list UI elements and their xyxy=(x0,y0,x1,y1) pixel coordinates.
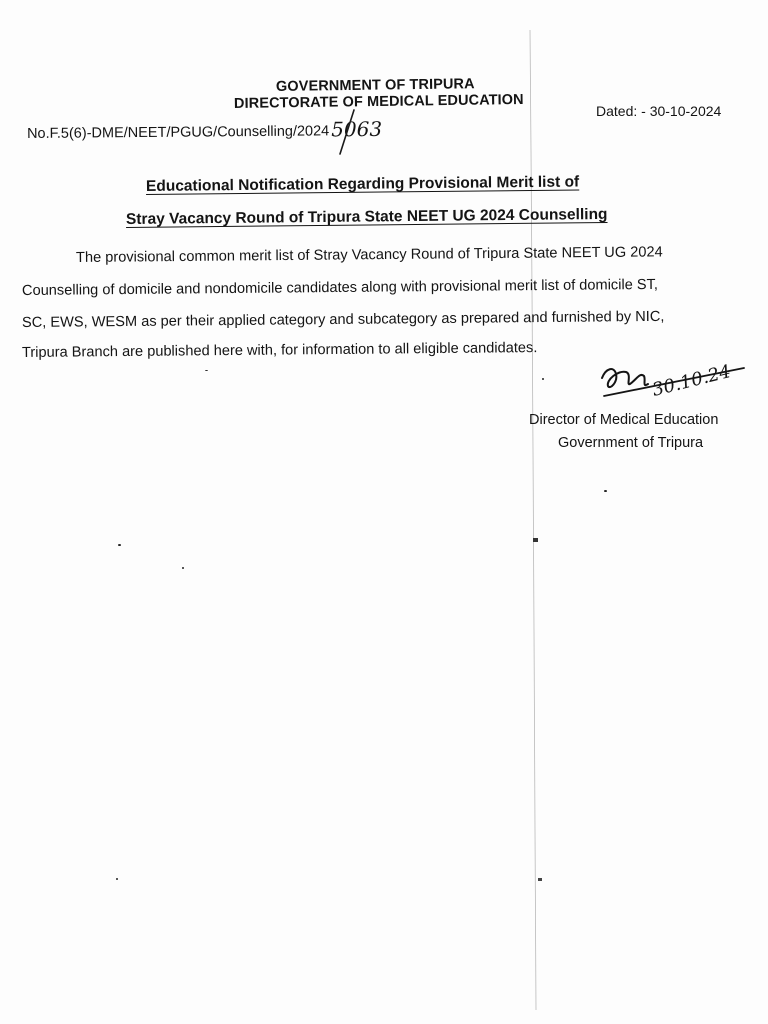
reference-line xyxy=(27,115,382,142)
notification-title-line-1: Educational Notification Regarding Provisional Merit list of xyxy=(145,173,580,195)
signature-date: 30.10.24 xyxy=(650,361,733,401)
notification-title-line-2: Stray Vacancy Round of Tripura State NEET UG 2024 Counselling xyxy=(125,205,608,228)
scan-speck xyxy=(118,544,121,546)
scan-speck xyxy=(604,490,607,492)
body-text-line-1: The provisional common merit list of Stray Vacancy Round of Tripura State NEET UG 2024 xyxy=(75,244,663,266)
scan-speck xyxy=(116,878,118,880)
signatory-office: Government of Tripura xyxy=(558,435,704,451)
scan-speck xyxy=(542,378,544,380)
body-text-line-3: SC, EWS, WESM as per their applied category and subcategory as prepared and furnished by NIC, xyxy=(21,308,665,331)
scan-speck xyxy=(182,567,184,569)
body-text-line-2: Counselling of domicile and nondomicile candidates along with provisional merit list of domicile ST, xyxy=(21,276,659,299)
handwritten-reference-number: 5063 xyxy=(331,116,383,142)
body-text-line-4: Tripura Branch are published here with, for information to all eligible candidates. xyxy=(21,340,538,361)
date-line: Dated: - 30-10-2024 xyxy=(596,103,722,119)
handwritten-slash xyxy=(334,108,364,158)
signature xyxy=(596,360,746,412)
government-heading: GOVERNMENT OF TRIPURA xyxy=(275,76,475,95)
scan-speck xyxy=(205,370,208,371)
directorate-heading: DIRECTORATE OF MEDICAL EDUCATION xyxy=(233,91,524,112)
reference-number: No.F.5(6)-DME/NEET/PGUG/Counselling/2024 xyxy=(26,123,330,142)
signatory-designation: Director of Medical Education xyxy=(529,412,719,428)
